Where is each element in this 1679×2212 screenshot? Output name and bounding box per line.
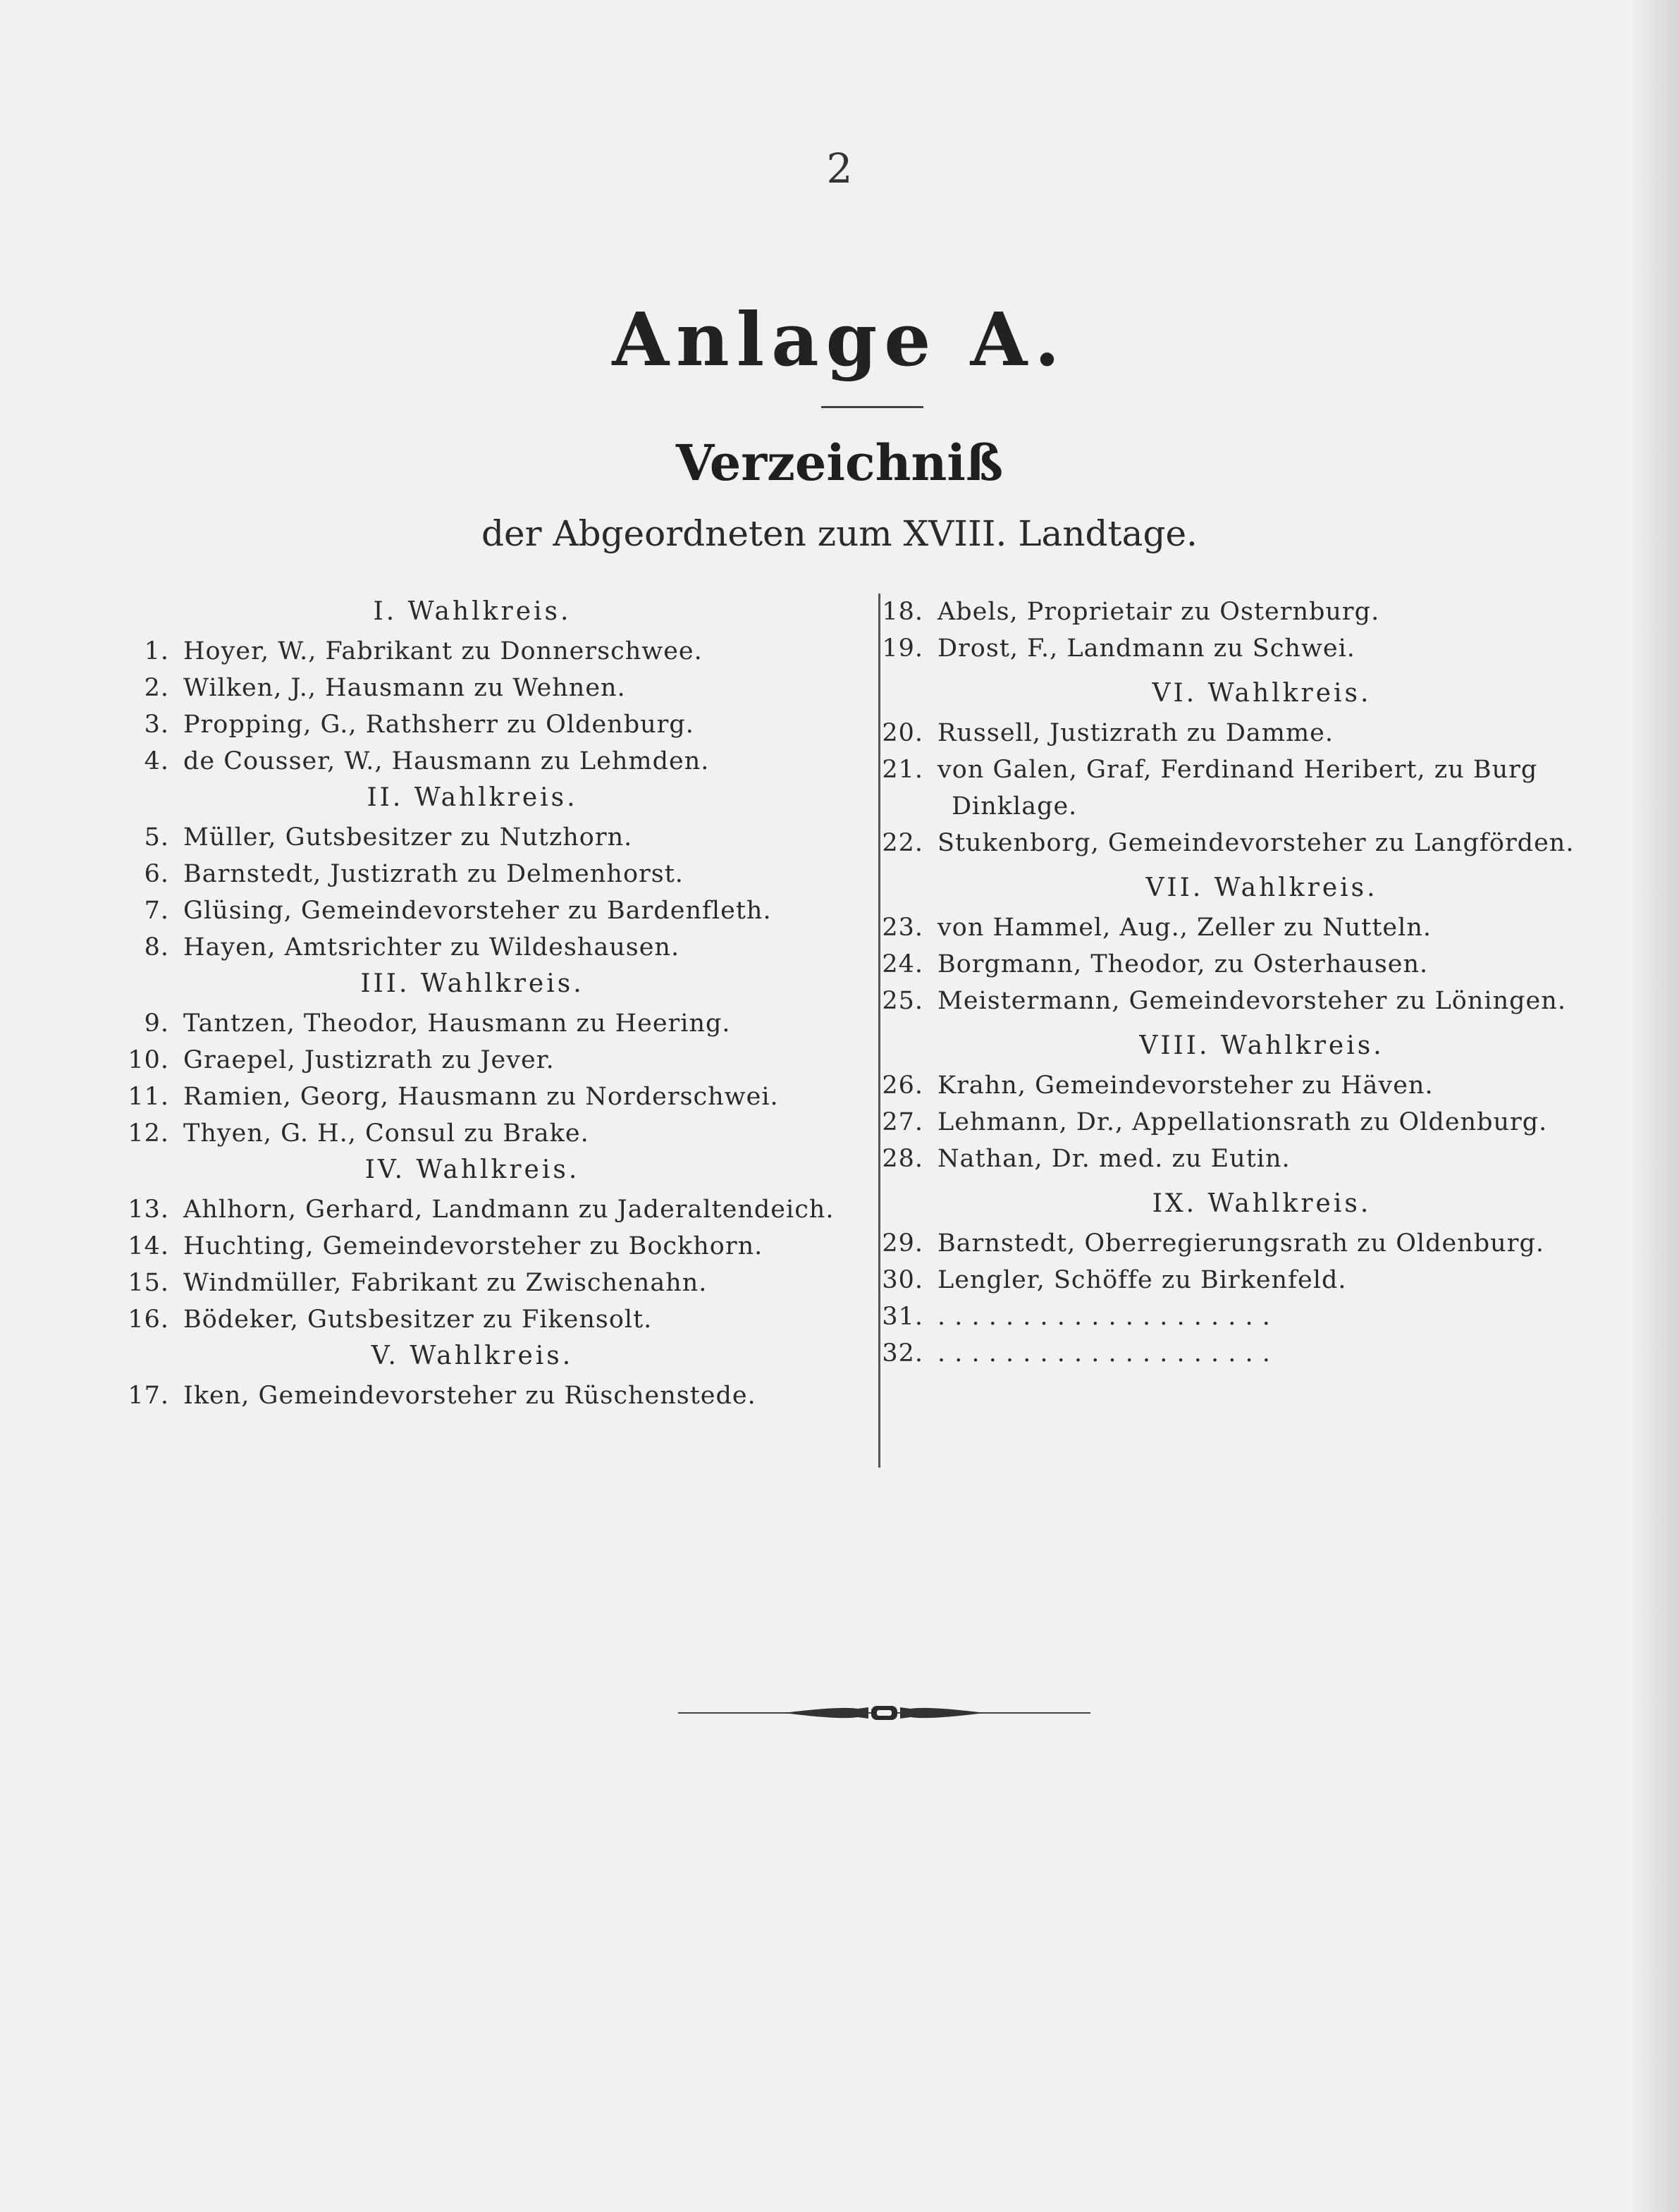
entry-number: 10. bbox=[128, 1046, 169, 1074]
list-item bbox=[106, 670, 626, 706]
page-title: Anlage A. bbox=[612, 296, 1067, 383]
list-item bbox=[106, 819, 632, 856]
entry-text: von Galen, Graf, Ferdinand Heribert, zu Burg bbox=[937, 756, 1538, 784]
entry-text: Tantzen, Theodor, Hausmann zu Heering. bbox=[183, 1009, 731, 1038]
entry-text: Müller, Gutsbesitzer zu Nutzhorn. bbox=[183, 823, 633, 852]
district-heading: IX. Wahlkreis. bbox=[1152, 1189, 1372, 1218]
entry-number: 11. bbox=[128, 1083, 169, 1111]
entry-number: 1. bbox=[144, 637, 169, 665]
entry-number: 14. bbox=[128, 1232, 169, 1260]
district-heading: II. Wahlkreis. bbox=[367, 783, 578, 812]
entry-text: Windmüller, Fabrikant zu Zwischenahn. bbox=[183, 1269, 708, 1297]
list-item bbox=[867, 946, 1428, 983]
entry-number: 6. bbox=[144, 860, 169, 888]
list-item bbox=[867, 1067, 1434, 1104]
entry-number: 12. bbox=[128, 1119, 169, 1148]
entry-text: Stukenborg, Gemeindevorsteher zu Langförden. bbox=[937, 829, 1575, 857]
list-item bbox=[106, 1005, 731, 1042]
entry-text: Bödeker, Gutsbesitzer zu Fikensolt. bbox=[183, 1305, 653, 1334]
list-item bbox=[867, 594, 1379, 630]
entry-text: Thyen, G. H., Consul zu Brake. bbox=[183, 1119, 589, 1148]
list-item bbox=[867, 630, 1355, 667]
list-item bbox=[106, 1265, 707, 1301]
entry-text: Wilken, J., Hausmann zu Wehnen. bbox=[183, 674, 626, 702]
district-heading: III. Wahlkreis. bbox=[360, 969, 584, 998]
entry-text: Meistermann, Gemeindevorsteher zu Löningen. bbox=[937, 987, 1566, 1015]
entry-number: 16. bbox=[128, 1305, 169, 1334]
entry-continuation: Dinklage. bbox=[952, 792, 1078, 821]
entry-number: 29. bbox=[882, 1229, 923, 1258]
entry-number: 23. bbox=[882, 914, 923, 942]
entry-text: Ahlhorn, Gerhard, Landmann zu Jaderaltendeich. bbox=[183, 1196, 835, 1224]
entry-number: 26. bbox=[882, 1071, 923, 1100]
entry-text: Drost, F., Landmann zu Schwei. bbox=[937, 634, 1355, 663]
entry-number: 24. bbox=[882, 950, 923, 978]
entry-text: Lengler, Schöffe zu Birkenfeld. bbox=[937, 1266, 1347, 1294]
entry-number: 22. bbox=[882, 829, 923, 857]
entry-text: Hayen, Amtsrichter zu Wildeshausen. bbox=[183, 933, 680, 961]
entry-number: 18. bbox=[882, 598, 923, 626]
entry-text: Glüsing, Gemeindevorsteher zu Bardenfleth. bbox=[183, 897, 772, 925]
list-item bbox=[867, 1335, 1271, 1372]
entry-number: 9. bbox=[144, 1009, 169, 1038]
list-item bbox=[106, 633, 703, 670]
entry-number: 19. bbox=[882, 634, 923, 663]
entry-number: 2. bbox=[144, 674, 169, 702]
list-item bbox=[106, 1079, 779, 1115]
entry-text: Russell, Justizrath zu Damme. bbox=[937, 719, 1334, 747]
list-item bbox=[106, 856, 684, 892]
list-subtitle: der Abgeordneten zum XVIII. Landtage. bbox=[481, 513, 1198, 554]
entry-text: Lehmann, Dr., Appellationsrath zu Oldenburg. bbox=[937, 1108, 1548, 1136]
district-heading: VI. Wahlkreis. bbox=[1152, 679, 1372, 708]
list-item bbox=[867, 751, 1537, 788]
entry-text: . . . . . . . . . . . . . . . . . . . . bbox=[937, 1339, 1271, 1368]
entry-text: Nathan, Dr. med. zu Eutin. bbox=[937, 1145, 1291, 1173]
list-item bbox=[106, 1042, 555, 1079]
entry-text: Graepel, Justizrath zu Jever. bbox=[183, 1046, 555, 1074]
district-heading: VIII. Wahlkreis. bbox=[1139, 1031, 1384, 1060]
district-heading: I. Wahlkreis. bbox=[373, 597, 572, 626]
list-title: Verzeichniß bbox=[675, 434, 1004, 492]
entry-number: 30. bbox=[882, 1266, 923, 1294]
list-item bbox=[867, 825, 1574, 861]
district-heading: V. Wahlkreis. bbox=[371, 1341, 574, 1370]
district-heading: VII. Wahlkreis. bbox=[1145, 873, 1378, 902]
list-item bbox=[867, 1225, 1544, 1262]
list-item bbox=[867, 1298, 1271, 1335]
list-item bbox=[106, 1228, 763, 1265]
entry-text: Barnstedt, Justizrath zu Delmenhorst. bbox=[183, 860, 684, 888]
list-item bbox=[106, 1301, 652, 1338]
entry-number: 20. bbox=[882, 719, 923, 747]
list-item bbox=[106, 706, 694, 743]
entry-text: Hoyer, W., Fabrikant zu Donnerschwee. bbox=[183, 637, 703, 665]
entry-number: 21. bbox=[882, 756, 923, 784]
entry-text: . . . . . . . . . . . . . . . . . . . . bbox=[937, 1303, 1271, 1331]
page-number: 2 bbox=[826, 145, 853, 192]
district-heading: IV. Wahlkreis. bbox=[364, 1155, 580, 1184]
entry-text: Iken, Gemeindevorsteher zu Rüschenstede. bbox=[183, 1382, 756, 1410]
list-item bbox=[867, 909, 1432, 946]
entry-text: de Cousser, W., Hausmann zu Lehmden. bbox=[183, 747, 710, 775]
list-item bbox=[867, 715, 1334, 751]
list-item bbox=[106, 743, 709, 780]
entry-text: Abels, Proprietair zu Osternburg. bbox=[937, 598, 1380, 626]
entry-text: Ramien, Georg, Hausmann zu Norderschwei. bbox=[183, 1083, 779, 1111]
entry-text: Barnstedt, Oberregierungsrath zu Oldenburg. bbox=[937, 1229, 1544, 1258]
entry-number: 32. bbox=[882, 1339, 923, 1368]
list-item bbox=[106, 892, 772, 929]
entry-text: Borgmann, Theodor, zu Osterhausen. bbox=[937, 950, 1429, 978]
entry-number: 3. bbox=[144, 711, 169, 739]
list-item bbox=[106, 929, 679, 966]
entry-number: 8. bbox=[144, 933, 169, 961]
list-item bbox=[867, 1262, 1347, 1298]
list-item bbox=[106, 1115, 589, 1152]
entry-number: 5. bbox=[144, 823, 169, 852]
entry-number: 13. bbox=[128, 1196, 169, 1224]
list-item bbox=[867, 1104, 1547, 1141]
title-rule bbox=[821, 406, 923, 408]
list-item bbox=[106, 1191, 834, 1228]
list-item bbox=[106, 1377, 756, 1414]
entry-number: 4. bbox=[144, 747, 169, 775]
entry-number: 28. bbox=[882, 1145, 923, 1173]
ornament-divider bbox=[678, 1692, 1090, 1734]
entry-number: 17. bbox=[128, 1382, 169, 1410]
entry-text: von Hammel, Aug., Zeller zu Nutteln. bbox=[937, 914, 1432, 942]
entry-text: Propping, G., Rathsherr zu Oldenburg. bbox=[183, 711, 694, 739]
entry-number: 25. bbox=[882, 987, 923, 1015]
entry-text: Krahn, Gemeindevorsteher zu Häven. bbox=[937, 1071, 1434, 1100]
entry-number: 15. bbox=[128, 1269, 169, 1297]
entry-number: 31. bbox=[882, 1303, 923, 1331]
list-item bbox=[867, 1141, 1291, 1177]
entry-number: 27. bbox=[882, 1108, 923, 1136]
entry-text: Huchting, Gemeindevorsteher zu Bockhorn. bbox=[183, 1232, 763, 1260]
entry-number: 7. bbox=[144, 897, 169, 925]
list-item bbox=[867, 983, 1566, 1019]
